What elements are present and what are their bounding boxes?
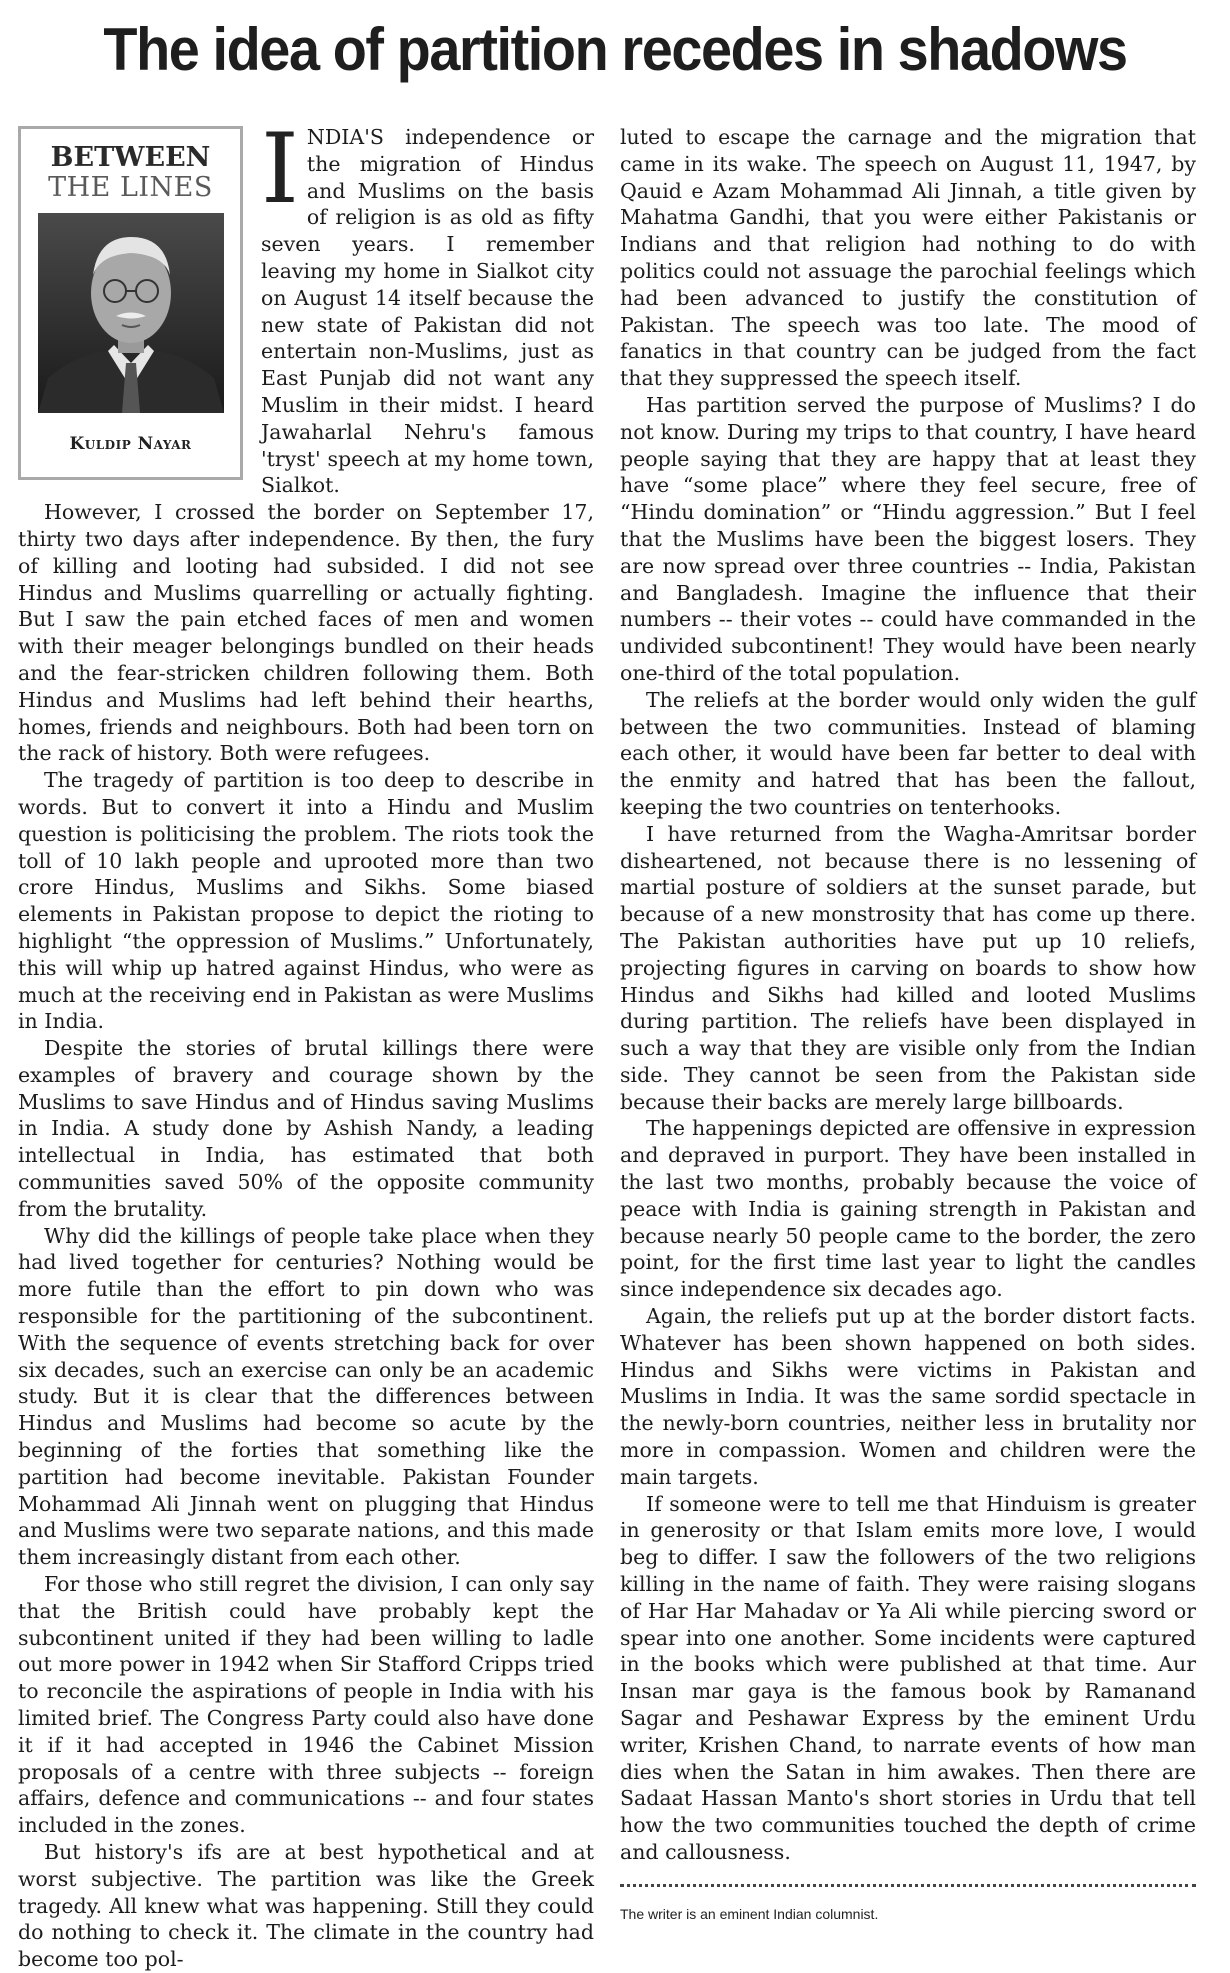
paragraph: Again, the reliefs put up at the border distort facts. Whatever has been shown happened on both sides. Hindus and Sikhs were victims in Pakistan and Muslims in India. It was the same sordid spectacle in the newly-born countries, neither less in brutality nor more in compassion. Women and children were the main targets. [620,1304,1196,1489]
article-column-right [620,124,1196,1928]
column-logo-box [18,126,243,480]
paragraph: INDIA'S independence or the migration of Hindus and Muslims on the basis of religion is as old as fifty seven years. I remember leaving my home in Sialkot city on August 14 itself because the new state of Pakistan did not entertain non-Muslims, just as East Punjab did not want any Muslim in their midst. I heard Jawaharlal Nehru's famous 'tryst' speech at my home town, Sialkot. [261,113,594,498]
author-footnote: The writer is an eminent Indian columnist. [620,1905,879,1922]
author-portrait [38,213,224,413]
column-label-the-lines: THE LINES [48,172,213,203]
paragraph: For those who still regret the division, I can only say that the British could have probably kept the subcontinent united if they had been willing to ladle out more power in 1942 when Sir Stafford Cripps tried to reconcile the aspirations of people in India with his limited brief. The Congress Party could also have done it if it had accepted in 1946 the Cabinet Mission proposals of a centre with three subjects -- foreign affairs, defence and communications -- and four states included in the zones. [18,1572,594,1838]
byline: Kuldip Nayar [69,434,192,454]
paragraph: The reliefs at the border would only widen the gulf between the two communities. Instead of blaming each other, it would have been far better to deal with the enmity and hatred that has been the fallout, keeping the two countries on tenterhooks. [620,687,1196,819]
paragraph: The happenings depicted are offensive in expression and depraved in purport. They have been installed in the last two months, probably because the voice of peace with India is gaining strength in Pakistan and because nearly 50 people came to the border, the zero point, for the first time last year to light the candles since independence six decades ago. [620,1116,1196,1302]
article-column-left [18,113,594,1973]
column-label-between: BETWEEN [50,142,211,173]
paragraph: Has partition served the purpose of Muslims? I do not know. During my trips to that country, I have heard people saying that they are happy that at least they have “some place” where they feel secure, free of “Hindu domination” or “Hindu aggression.” But I feel that the Muslims have been the biggest losers. They are now spread over three countries -- India, Pakistan and Bangladesh. Imagine the influence that their numbers -- their votes -- could have commanded in the undivided subcontinent! They would have been nearly one-third of the total population. [620,392,1196,685]
paragraph: However, I crossed the border on September 17, thirty two days after independence. By then, the fury of killing and looting had subsided. I did not see Hindus and Muslims quarrelling or actually fighting. But I saw the pain etched faces of men and women with their meager belongings bundled on their heads and the fear-stricken children following them. Both Hindus and Muslims had left behind their hearths, homes, friends and neighbours. Both had been torn on the rack of history. Both were refugees. [18,500,594,766]
headline: The idea of partition recedes in shadows [103,16,1127,83]
paragraph: luted to escape the carnage and the migration that came in its wake. The speech on August 11, 1947, by Qauid e Azam Mohammad Ali Jinnah, a title given by Mahatma Gandhi, that you were either Pakistanis or Indians and that religion had nothing to do with politics could not assuage the parochial feelings which had been advanced to justify the constitution of Pakistan. The speech was too late. The mood of fanatics in that country can be judged from the fact that they suppressed the speech itself. [620,125,1196,391]
paragraph: The tragedy of partition is too deep to describe in words. But to convert it into a Hindu and Muslim question is politicising the problem. The riots took the toll of 10 lakh people and uprooted more than two crore Hindus, Muslims and Sikhs. Some biased elements in Pakistan propose to depict the rioting to highlight “the oppression of Muslims.” Unfortunately, this will whip up hatred against Hindus, who were as much at the receiving end in Pakistan as were Muslims in India. [18,768,594,1034]
paragraph: But history's ifs are at best hypothetical and at worst subjective. The partition was like the Greek tragedy. All knew what was happening. Still they could do nothing to check it. The climate in the country had become too pol- [18,1840,594,1972]
paragraph: If someone were to tell me that Hinduism is greater in generosity or that Islam emits more love, I would beg to differ. I saw the followers of the two religions killing in the name of faith. They were raising slogans of Har Har Mahadav or Ya Ali while piercing sword or spear into one another. Some incidents were captured in the books which were published at that time. Aur Insan mar gaya is the famous book by Ramanand Sagar and Peshawar Express by the eminent Urdu writer, Krishen Chand, to narrate events of how man dies when the Satan in him awakes. Then there are Sadaat Hassan Manto's short stories in Urdu that tell how the two communities touched the depth of crime and callousness. [620,1491,1196,1864]
drop-cap: I [261,113,299,225]
dotted-divider [620,1884,1196,1887]
paragraph: Despite the stories of brutal killings there were examples of bravery and courage shown by the Muslims to save Hindus and of Hindus saving Muslims in India. A study done by Ashish Nandy, a leading intellectual in India, has estimated that both communities saved 50% of the opposite community from the brutality. [18,1036,594,1221]
paragraph: Why did the killings of people take place when they had lived together for centuries? Nothing would be more futile than the effort to pin down who was responsible for the partitioning of the subcontinent. With the sequence of events stretching back for over six decades, such an exercise can only be an academic study. But it is clear that the differences between Hindus and Muslims had become so acute by the beginning of the forties that something like the partition had become inevitable. Pakistan Founder Mohammad Ali Jinnah went on plugging that Hindus and Muslims were two separate nations, and this made them increasingly distant from each other. [18,1223,594,1570]
paragraph: I have returned from the Wagha-Amritsar border disheartened, not because there is no lessening of martial posture of soldiers at the sunset parade, but because of a new monstrosity that has come up there. The Pakistan authorities have put up 10 reliefs, projecting figures in carving on boards to show how Hindus and Sikhs had killed and looted Muslims during partition. The reliefs have been displayed in such a way that they are visible only from the Indian side. They cannot be seen from the Pakistan side because their backs are merely large billboards. [620,821,1196,1114]
